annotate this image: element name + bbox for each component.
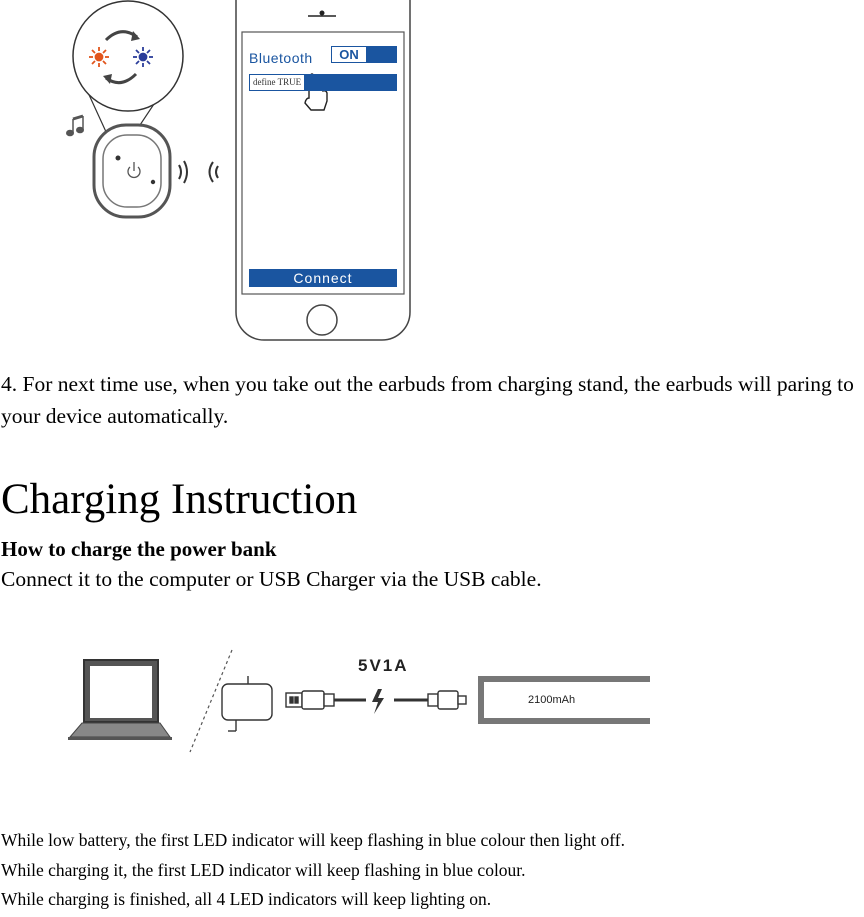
sun-led-icon [133,47,153,67]
music-note-icon [67,116,84,136]
pairing-illustration-svg [0,0,864,350]
usb-plug-icon [286,691,334,709]
lightning-icon [372,689,384,714]
led-notes-list [1,826,625,915]
charging-instruction: Connect it to the computer or USB Charger via the USB cable. [1,567,542,591]
device-list-item[interactable] [249,74,397,91]
signal-waves-icon [179,161,218,183]
charging-illustration-svg [0,640,864,770]
page-title: Charging Instruction [1,476,358,523]
capacity-label: 2100mAh [528,694,576,706]
list-item: While low battery, the first LED indicator will keep flashing in blue colour then light off. [1,830,626,850]
charging-illustration [0,640,864,770]
list-item: While charging it, the first LED indicator will keep flashing in blue colour. [1,859,526,880]
section-subtitle: How to charge the power bank [1,537,277,561]
pairing-illustration [0,0,864,350]
earbud [94,125,170,217]
list-item: While charging is finished, all 4 LED indicators will keep lighting on. [1,889,492,909]
home-button [307,305,337,335]
wall-charger-icon [222,676,272,731]
bluetooth-state: ON [331,46,367,63]
sun-led-icon [89,47,109,67]
step-4-text: 4. For next time use, when you take out the earbuds from charging stand, the earbuds will paring to your device automatically. [1,372,854,428]
micro-usb-plug-icon [428,691,466,709]
bluetooth-label: Bluetooth [249,50,313,66]
device-name: define TRUE [250,75,304,90]
connect-button[interactable]: Connect [249,269,397,287]
laptop-icon [68,660,172,740]
voltage-label: 5V1A [358,656,409,675]
bluetooth-toggle[interactable] [331,46,397,63]
